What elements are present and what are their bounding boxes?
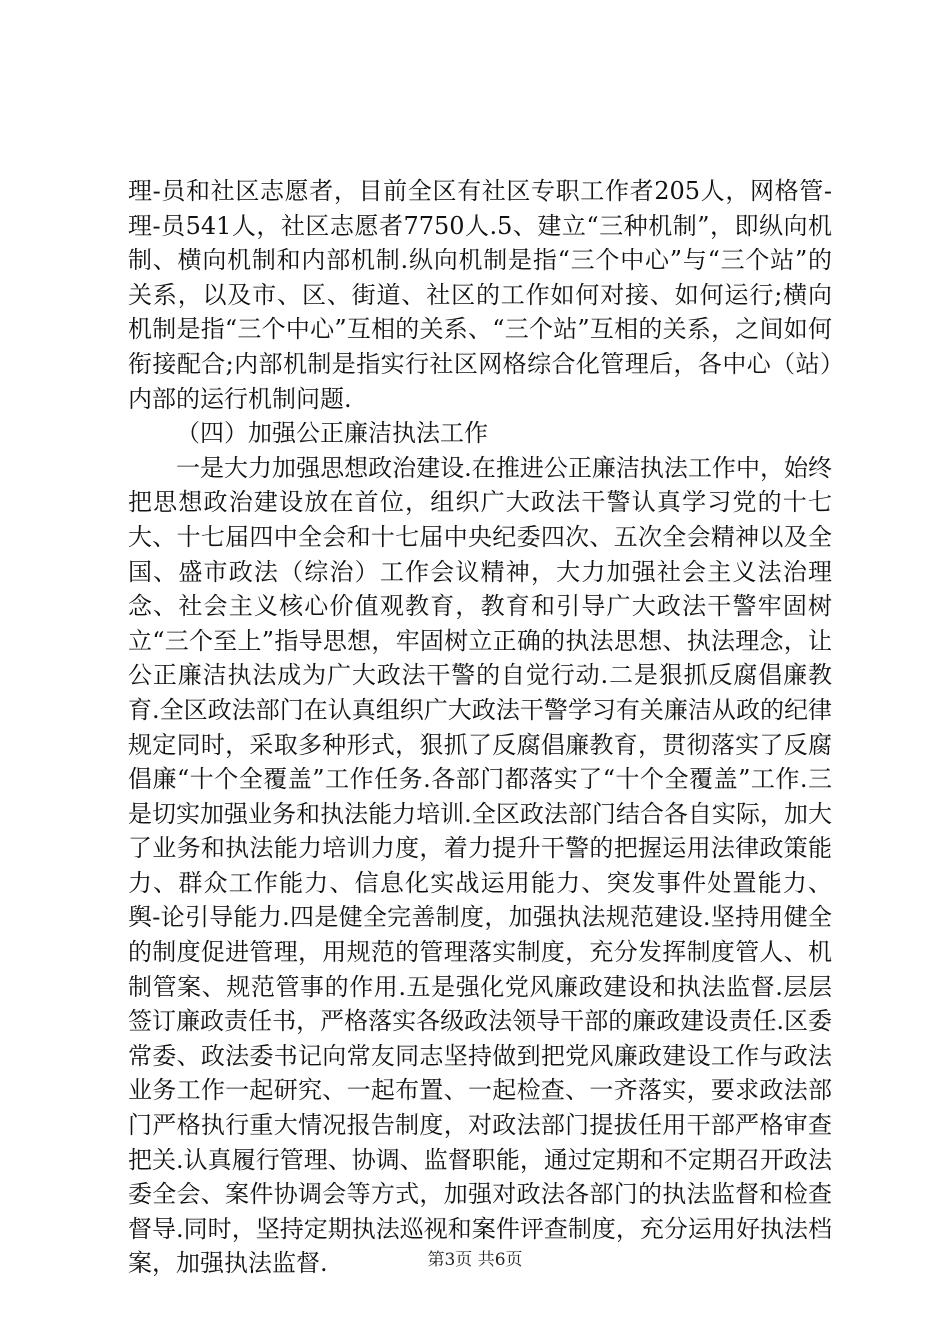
page-footer: 第3页 共6页 xyxy=(427,1250,523,1270)
document-body xyxy=(128,174,832,1281)
paragraph-main: 一是大力加强思想政治建设.在推进公正廉洁执法工作中，始终把思想政治建设放在首位，组织广大政法干警认真学习党的十七大、十七届四中全会和十七届中央纪委四次、五次全会精神以及全国、盛市政法（综治）工作会议精神，大力加强社会主义法治理念、社会主义核心价值观教育，教育和引导广大政法干警牢固树立“三个至上”指导思想，牢固树立正确的执法思想、执法理念，让公正廉洁执法成为广大政法干警的自觉行动.二是狠抓反腐倡廉教育.全区政法部门在认真组织广大政法干警学习有关廉洁从政的纪律规定同时，采取多种形式，狠抓了反腐倡廉教育，贯彻落实了反腐倡廉“十个全覆盖”工作任务.各部门都落实了“十个全覆盖”工作.三是切实加强业务和执法能力培训.全区政法部门结合各自实际，加大了业务和执法能力培训力度，着力提升干警的把握运用法律政策能力、群众工作能力、信息化实战运用能力、突发事件处置能力、舆-论引导能力.四是健全完善制度，加强执法规范建设.坚持用健全的制度促进管理，用规范的管理落实制度，充分发挥制度管人、机制管案、规范管事的作用.五是强化党风廉政建设和执法监督.层层签订廉政责任书，严格落实各级政法领导干部的廉政建设责任.区委常委、政法委书记向常友同志坚持做到把党风廉政建设工作与政法业务工作一起研究、一起布置、一起检查、一齐落实，要求政法部门严格执行重大情况报告制度，对政法部门提拔任用干部严格审查把关.认真履行管理、协调、监督职能，通过定期和不定期召开政法委全会、案件协调会等方式，加强对政法各部门的执法监督和检查督导.同时，坚持定期执法巡视和案件评查制度，充分运用好执法档案，加强执法监督. xyxy=(128,453,832,1278)
paragraph-continuation: 理-员和社区志愿者，目前全区有社区专职工作者205人，网格管-理-员541人，社区志愿者7750人.5、建立“三种机制”，即纵向机制、横向机制和内部机制.纵向机制是指“三个中心”与“三个站”的关系，以及市、区、街道、社区的工作如何对接、如何运行;横向机制是指“三个中心”互相的关系、“三个站”互相的关系，之间如何衔接配合;内部机制是指实行社区网格综合化管理后，各中心（站）内部的运行机制问题. xyxy=(128,177,832,413)
section-heading: （四）加强公正廉洁执法工作 xyxy=(176,419,488,448)
